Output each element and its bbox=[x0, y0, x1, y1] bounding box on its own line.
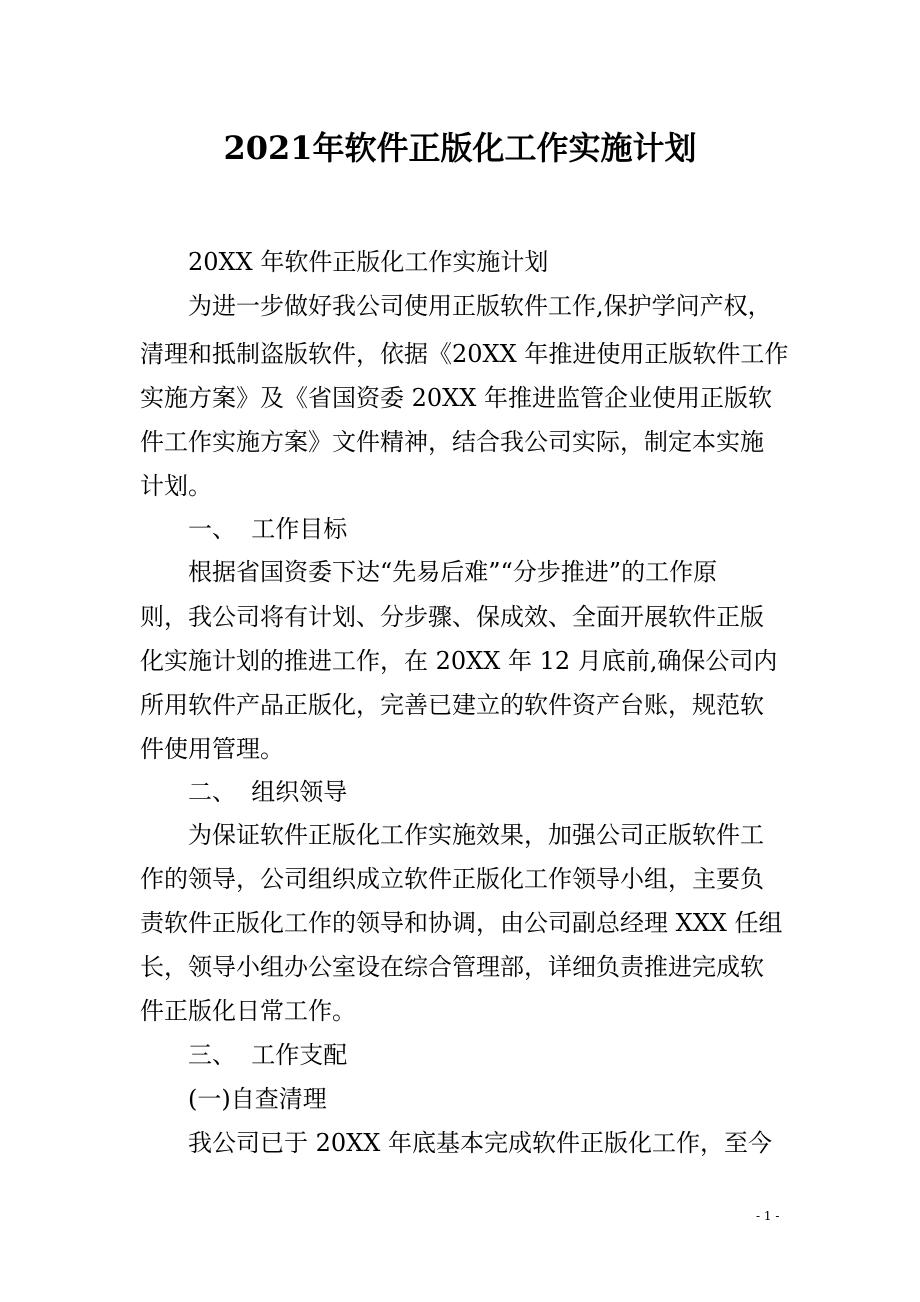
paragraph-line: 清理和抵制盗版软件，依据《20XX 年推进使用正版软件工作 bbox=[140, 340, 789, 368]
paragraph-line: 件工作实施方案》文件精神，结合我公司实际，制定本实施 bbox=[140, 428, 764, 456]
section-heading-arrangement: 三、 工作支配 bbox=[188, 1041, 348, 1069]
section-heading-organization: 二、 组织领导 bbox=[188, 778, 348, 806]
paragraph-line: 件正版化日常工作。 bbox=[140, 997, 356, 1025]
paragraph-line: 为进一步做好我公司使用正版软件工作,保护学问产权， bbox=[188, 292, 772, 320]
document-title: 2021年软件正版化工作实施计划 bbox=[223, 129, 697, 167]
paragraph-line: 责软件正版化工作的领导和协调，由公司副总经理 XXX 任组 bbox=[140, 909, 783, 937]
subsection-heading-self-check: (一)自查清理 bbox=[188, 1085, 327, 1113]
paragraph-line: 为保证软件正版化工作实施效果，加强公司正版软件工 bbox=[188, 821, 764, 849]
paragraph-line: 长，领导小组办公室设在综合管理部，详细负责推进完成软 bbox=[140, 953, 764, 981]
paragraph-line: 所用软件产品正版化，完善已建立的软件资产台账，规范软 bbox=[140, 691, 764, 719]
paragraph-line: 根据省国资委下达“先易后难”“分步推进”的工作原 bbox=[188, 558, 718, 586]
paragraph-line: 则，我公司将有计划、分步骤、保成效、全面开展软件正版 bbox=[140, 603, 764, 631]
paragraph-line: 我公司已于 20XX 年底基本完成软件正版化工作，至今 bbox=[188, 1129, 772, 1157]
paragraph-line: 计划。 bbox=[140, 472, 212, 500]
paragraph-line: 作的领导，公司组织成立软件正版化工作领导小组，主要负 bbox=[140, 865, 764, 893]
section-heading-goal: 一、 工作目标 bbox=[188, 515, 348, 543]
paragraph-line: 化实施计划的推进工作，在 20XX 年 12 月底前,确保公司内 bbox=[140, 647, 778, 675]
paragraph-subtitle: 20XX 年软件正版化工作实施计划 bbox=[188, 248, 549, 276]
paragraph-line: 件使用管理。 bbox=[140, 735, 284, 763]
paragraph-line: 实施方案》及《省国资委 20XX 年推进监管企业使用正版软 bbox=[140, 384, 772, 412]
page-number: - 1 - bbox=[756, 1209, 780, 1223]
